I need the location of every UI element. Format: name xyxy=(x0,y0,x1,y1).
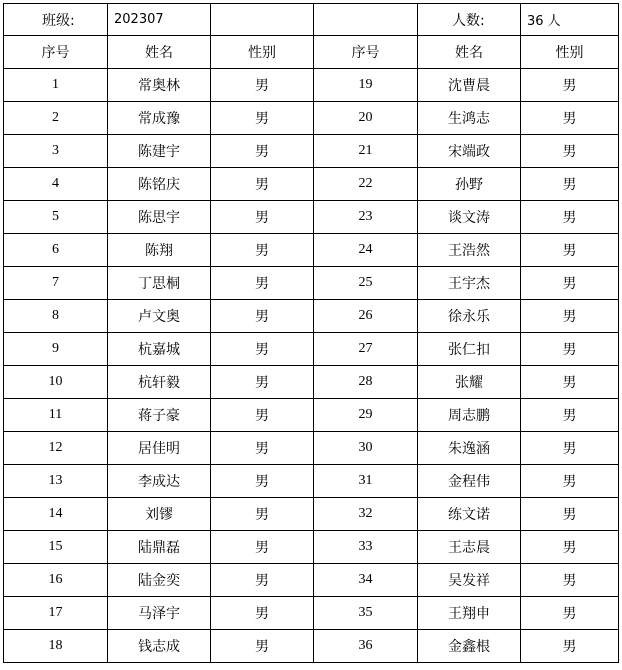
student-number-cell: 11 xyxy=(4,399,108,432)
table-row xyxy=(4,168,619,201)
table-row xyxy=(4,102,619,135)
student-gender-cell: 男 xyxy=(521,597,619,630)
student-number-cell: 23 xyxy=(314,201,418,234)
table-row xyxy=(4,531,619,564)
student-number-cell: 18 xyxy=(4,630,108,663)
student-gender-cell: 男 xyxy=(521,399,619,432)
student-name-cell: 王浩然 xyxy=(418,234,521,267)
student-gender-cell: 男 xyxy=(211,69,314,102)
student-gender-cell: 男 xyxy=(521,432,619,465)
student-gender-cell: 男 xyxy=(521,135,619,168)
student-name-cell: 钱志成 xyxy=(108,630,211,663)
seq-header-left: 序号 xyxy=(4,36,108,69)
name-header-right: 姓名 xyxy=(418,36,521,69)
table-row xyxy=(4,597,619,630)
student-number-cell: 1 xyxy=(4,69,108,102)
student-number-cell: 9 xyxy=(4,333,108,366)
student-name-cell: 陆金奕 xyxy=(108,564,211,597)
student-name-cell: 王宇杰 xyxy=(418,267,521,300)
student-number-cell: 6 xyxy=(4,234,108,267)
student-gender-cell: 男 xyxy=(521,366,619,399)
student-gender-cell: 男 xyxy=(211,333,314,366)
student-name-cell: 马泽宇 xyxy=(108,597,211,630)
table-row xyxy=(4,234,619,267)
student-gender-cell: 男 xyxy=(521,531,619,564)
student-number-cell: 20 xyxy=(314,102,418,135)
table-row xyxy=(4,465,619,498)
student-gender-cell: 男 xyxy=(211,399,314,432)
student-number-cell: 32 xyxy=(314,498,418,531)
class-label: 班级: xyxy=(4,4,108,36)
table-row xyxy=(4,366,619,399)
student-name-cell: 金程伟 xyxy=(418,465,521,498)
student-gender-cell: 男 xyxy=(211,168,314,201)
student-gender-cell: 男 xyxy=(521,498,619,531)
student-number-cell: 5 xyxy=(4,201,108,234)
student-gender-cell: 男 xyxy=(211,201,314,234)
student-number-cell: 14 xyxy=(4,498,108,531)
table-row xyxy=(4,69,619,102)
student-name-cell: 常奥林 xyxy=(108,69,211,102)
student-gender-cell: 男 xyxy=(521,564,619,597)
student-gender-cell: 男 xyxy=(211,498,314,531)
student-number-cell: 4 xyxy=(4,168,108,201)
student-name-cell: 金鑫根 xyxy=(418,630,521,663)
student-number-cell: 36 xyxy=(314,630,418,663)
student-name-cell: 孙野 xyxy=(418,168,521,201)
student-number-cell: 29 xyxy=(314,399,418,432)
student-gender-cell: 男 xyxy=(211,432,314,465)
student-gender-cell: 男 xyxy=(211,300,314,333)
student-name-cell: 谈文涛 xyxy=(418,201,521,234)
student-number-cell: 10 xyxy=(4,366,108,399)
student-number-cell: 15 xyxy=(4,531,108,564)
name-header-left: 姓名 xyxy=(108,36,211,69)
student-gender-cell: 男 xyxy=(211,366,314,399)
student-name-cell: 卢文奥 xyxy=(108,300,211,333)
class-value: 202307 xyxy=(108,4,211,36)
student-number-cell: 28 xyxy=(314,366,418,399)
student-number-cell: 17 xyxy=(4,597,108,630)
student-name-cell: 陈思宇 xyxy=(108,201,211,234)
student-number-cell: 35 xyxy=(314,597,418,630)
student-number-cell: 22 xyxy=(314,168,418,201)
student-name-cell: 杭嘉城 xyxy=(108,333,211,366)
student-gender-cell: 男 xyxy=(521,267,619,300)
table-row xyxy=(4,630,619,663)
student-name-cell: 常成豫 xyxy=(108,102,211,135)
student-name-cell: 周志鹏 xyxy=(418,399,521,432)
table-row xyxy=(4,564,619,597)
student-gender-cell: 男 xyxy=(521,333,619,366)
count-label: 人数: xyxy=(418,4,521,36)
class-info-row xyxy=(4,4,619,36)
student-gender-cell: 男 xyxy=(211,531,314,564)
table-row xyxy=(4,498,619,531)
empty-cell xyxy=(211,4,314,36)
student-gender-cell: 男 xyxy=(521,465,619,498)
student-gender-cell: 男 xyxy=(521,102,619,135)
student-gender-cell: 男 xyxy=(211,465,314,498)
student-number-cell: 30 xyxy=(314,432,418,465)
student-name-cell: 陈建宇 xyxy=(108,135,211,168)
table-row xyxy=(4,300,619,333)
student-gender-cell: 男 xyxy=(521,630,619,663)
student-number-cell: 7 xyxy=(4,267,108,300)
student-name-cell: 陆鼎磊 xyxy=(108,531,211,564)
student-name-cell: 朱逸涵 xyxy=(418,432,521,465)
student-name-cell: 张耀 xyxy=(418,366,521,399)
student-number-cell: 19 xyxy=(314,69,418,102)
student-name-cell: 蒋子豪 xyxy=(108,399,211,432)
student-name-cell: 居佳明 xyxy=(108,432,211,465)
count-value: 36 人 xyxy=(521,4,619,36)
student-number-cell: 34 xyxy=(314,564,418,597)
student-number-cell: 13 xyxy=(4,465,108,498)
table-row xyxy=(4,135,619,168)
student-gender-cell: 男 xyxy=(521,168,619,201)
roster-body xyxy=(4,4,619,663)
table-row xyxy=(4,432,619,465)
student-number-cell: 24 xyxy=(314,234,418,267)
table-row xyxy=(4,201,619,234)
student-gender-cell: 男 xyxy=(211,597,314,630)
student-number-cell: 27 xyxy=(314,333,418,366)
student-number-cell: 25 xyxy=(314,267,418,300)
student-gender-cell: 男 xyxy=(521,300,619,333)
student-name-cell: 陈翔 xyxy=(108,234,211,267)
gender-header-left: 性别 xyxy=(211,36,314,69)
student-number-cell: 21 xyxy=(314,135,418,168)
student-number-cell: 16 xyxy=(4,564,108,597)
student-gender-cell: 男 xyxy=(211,630,314,663)
class-roster-table xyxy=(3,3,619,663)
student-name-cell: 吴发祥 xyxy=(418,564,521,597)
student-number-cell: 3 xyxy=(4,135,108,168)
student-name-cell: 刘镠 xyxy=(108,498,211,531)
student-number-cell: 33 xyxy=(314,531,418,564)
student-gender-cell: 男 xyxy=(211,267,314,300)
student-number-cell: 2 xyxy=(4,102,108,135)
student-gender-cell: 男 xyxy=(521,234,619,267)
student-name-cell: 陈铭庆 xyxy=(108,168,211,201)
student-name-cell: 丁思桐 xyxy=(108,267,211,300)
student-name-cell: 张仁扣 xyxy=(418,333,521,366)
student-gender-cell: 男 xyxy=(521,69,619,102)
student-gender-cell: 男 xyxy=(211,564,314,597)
table-row xyxy=(4,333,619,366)
student-number-cell: 12 xyxy=(4,432,108,465)
seq-header-right: 序号 xyxy=(314,36,418,69)
table-row xyxy=(4,399,619,432)
student-name-cell: 徐永乐 xyxy=(418,300,521,333)
student-number-cell: 8 xyxy=(4,300,108,333)
column-header-row xyxy=(4,36,619,69)
student-gender-cell: 男 xyxy=(211,135,314,168)
student-gender-cell: 男 xyxy=(211,102,314,135)
student-number-cell: 26 xyxy=(314,300,418,333)
student-name-cell: 练文诺 xyxy=(418,498,521,531)
student-number-cell: 31 xyxy=(314,465,418,498)
student-name-cell: 宋端政 xyxy=(418,135,521,168)
student-gender-cell: 男 xyxy=(211,234,314,267)
gender-header-right: 性别 xyxy=(521,36,619,69)
table-row xyxy=(4,267,619,300)
student-name-cell: 生鸿志 xyxy=(418,102,521,135)
student-gender-cell: 男 xyxy=(521,201,619,234)
student-name-cell: 杭轩毅 xyxy=(108,366,211,399)
student-name-cell: 沈曹晨 xyxy=(418,69,521,102)
empty-cell xyxy=(314,4,418,36)
student-name-cell: 李成达 xyxy=(108,465,211,498)
student-name-cell: 王志晨 xyxy=(418,531,521,564)
student-name-cell: 王翔申 xyxy=(418,597,521,630)
